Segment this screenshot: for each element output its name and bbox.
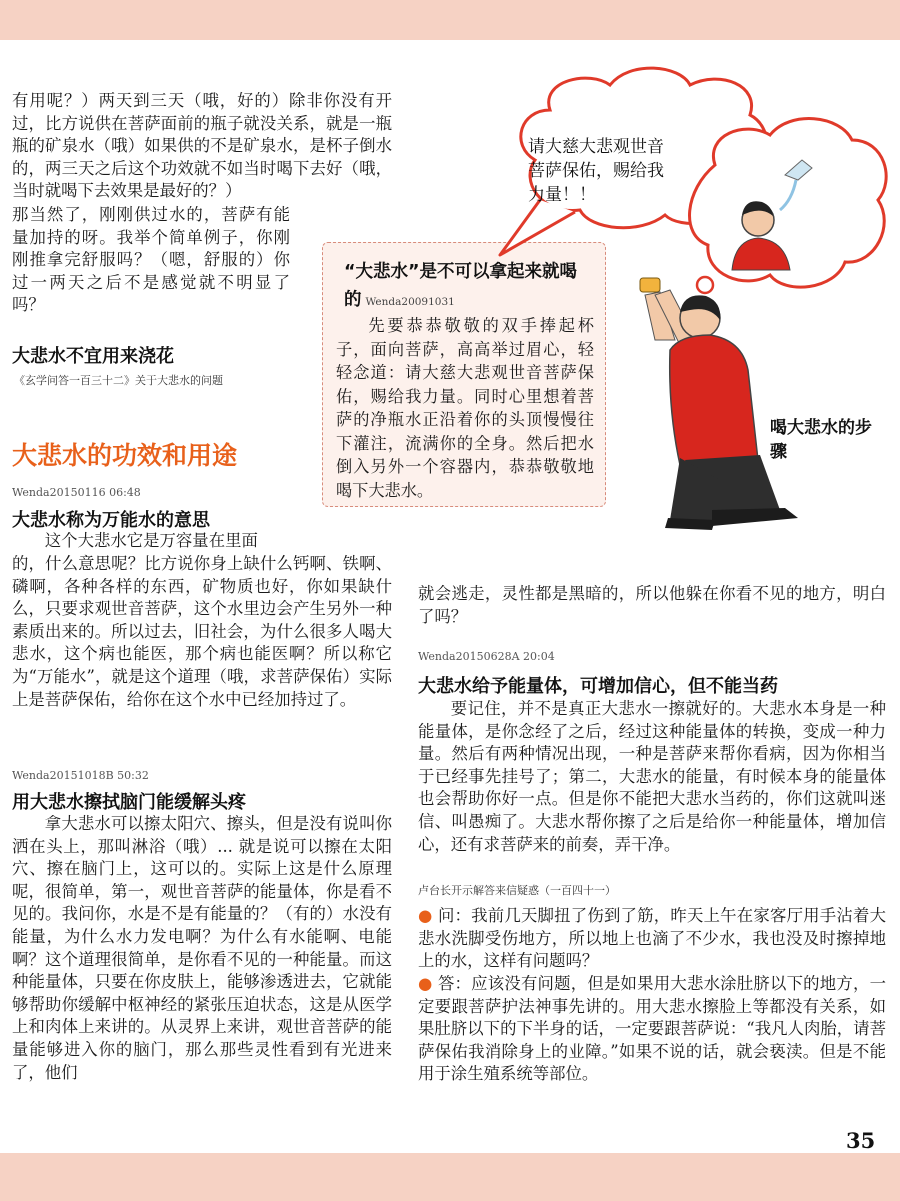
callout-tag: Wenda20091031 (365, 296, 455, 308)
kneeling-person-icon (640, 278, 798, 530)
speech-text: 请大慈大悲观世音菩萨保佑，赐给我力量！！ (528, 137, 664, 205)
illustration (480, 40, 900, 580)
article2-body: 拿大悲水可以擦太阳穴、擦头，但是没有说叫你洒在头上，那叫淋浴（哦）... 就是说可以擦在太阳穴、擦在脑门上，这可以的。实际上这是什么原理呢，很简单，第一，观世音菩萨的能量体，你是看不见的。我问你，水是不是有能量的？（有的）水没有能量，为什么水力发电啊？为什么有水能啊、电能啊？这个道理很简单，是你看不见的一种能量。而这种能量体，只要在你皮肤上，能够渗透进去，它就能够帮助你缓解中枢神经的紧张压迫状态，这是从医学上和肉体上来讲的。从灵界上来讲，观世音菩萨的能量能够进入你的脑门，那么那些灵性看到有光进来了，他们 (12, 814, 392, 1082)
article1-body-b: 的，什么意思呢？比方说你身上缺什么钙啊、铁啊、磷啊，各种各样的东西，矿物质也好，你如果缺什么，只要求观世音菩萨，这个水里边会产生另外一种素质出来的。所以过去，旧社会，为什么很多人喝大悲水，这个病也能医，那个病也能医啊？所以称它为“万能水”，就是这个道理（哦，求菩萨保佑）实际上是菩萨保佑，给你在这个水中已经加持过了。 (12, 554, 392, 709)
step-label: 喝大悲水的步骤 (770, 418, 872, 462)
page-number: 35 (846, 1128, 876, 1153)
question-bullet-icon: ● (418, 906, 433, 925)
top-band (0, 0, 900, 40)
thought-cloud-icon (687, 119, 886, 311)
flower-reference: 《玄学问答一百三十二》关于大悲水的问题 (14, 374, 223, 387)
continuation-paragraph: 就会逃走，灵性都是黑暗的，所以他躲在你看不见的地方，明白了吗？ (418, 584, 886, 626)
flower-heading: 大悲水不宜用来浇花 (12, 346, 174, 367)
callout-body: 先要恭恭敬敬的双手捧起杯子，面向菩萨，高高举过眉心，轻轻念道：请大慈大悲观世音菩萨保佑，赐给我力量。同时心里想着菩萨的净瓶水正沿着你的头顶慢慢往下灌注，流满你的全身。然后把水倒入另外一个容器内，恭恭敬敬地喝下大悲水。 (336, 316, 594, 500)
question-text: 问：我前几天脚扭了伤到了筋，昨天上午在家客厅用手沾着大悲水洗脚受伤地方，所以地上也滴了不少水，我也没及时擦掉地上的水，这样有问题吗？ (418, 906, 886, 971)
bottom-band (0, 1153, 900, 1201)
section-heading: 大悲水的功效和用途 (12, 441, 238, 470)
article1-heading: 大悲水称为万能水的意思 (12, 510, 210, 531)
article1-meta: Wenda20150116 06:48 (12, 486, 141, 499)
callout-title-text: “大悲水”是不可以拿起来就喝的 (344, 262, 578, 310)
article3-body: 要记住，并不是真正大悲水一擦就好的。大悲水本身是一种能量体，是你念经了之后，经过这种能量体的转换，变成一种力量。然后有两种情况出现，一种是菩萨来帮你看病，因为你相当于已经事先挂号了；第二，大悲水的能量，有时候本身的能量体也会帮助你好一点。但是你不能把大悲水当药的，你们这就叫迷信、叫愚痴了。大悲水帮你擦了之后是给你一种能量体，增加信心，还有求菩萨来的前奏，弄干净。 (418, 699, 886, 854)
article2-heading: 用大悲水擦拭脑门能缓解头疼 (12, 792, 246, 813)
intro-paragraph-2: 那当然了，刚刚供过水的，菩萨有能量加持的呀。我举个简单例子，你刚刚推拿完舒服吗？（嗯，舒服的）你过一两天之后不是感觉就不明显了吗？ (12, 205, 290, 315)
answer-text: 答：应该没有问题，但是如果用大悲水涂肚脐以下的地方，一定要跟菩萨护法神事先讲的。用大悲水擦脸上等都没有关系，如果肚脐以下的下半身的话，一定要跟菩萨说：“我凡人肉胎，请菩萨保佑我消除身上的业障。”如果不说的话，就会亵渎。但是不能用于涂生殖系统等部位。 (418, 974, 886, 1084)
intro-paragraph: 有用呢？）两天到三天（哦，好的）除非你没有开过，比方说供在菩萨面前的瓶子就没关系，就是一瓶瓶的矿泉水（哦）如果供的不是矿泉水，是杯子倒水的，两三天之后这个功效就不如当时喝下去好（哦，当时就喝下去效果是最好的？） (12, 91, 392, 201)
article1-body-a: 这个大悲水它是万容量在里面 (44, 531, 258, 550)
qa-reference: 卢台长开示解答来信疑惑（一百四十一） (418, 884, 616, 897)
article3-heading: 大悲水给予能量体，可增加信心，但不能当药 (418, 676, 778, 697)
question-paragraph (418, 905, 886, 973)
answer-bullet-icon: ● (418, 974, 433, 993)
article2-meta: Wenda20151018B 50:32 (12, 769, 149, 782)
answer-paragraph (418, 973, 886, 1086)
article3-meta: Wenda20150628A 20:04 (418, 650, 555, 663)
